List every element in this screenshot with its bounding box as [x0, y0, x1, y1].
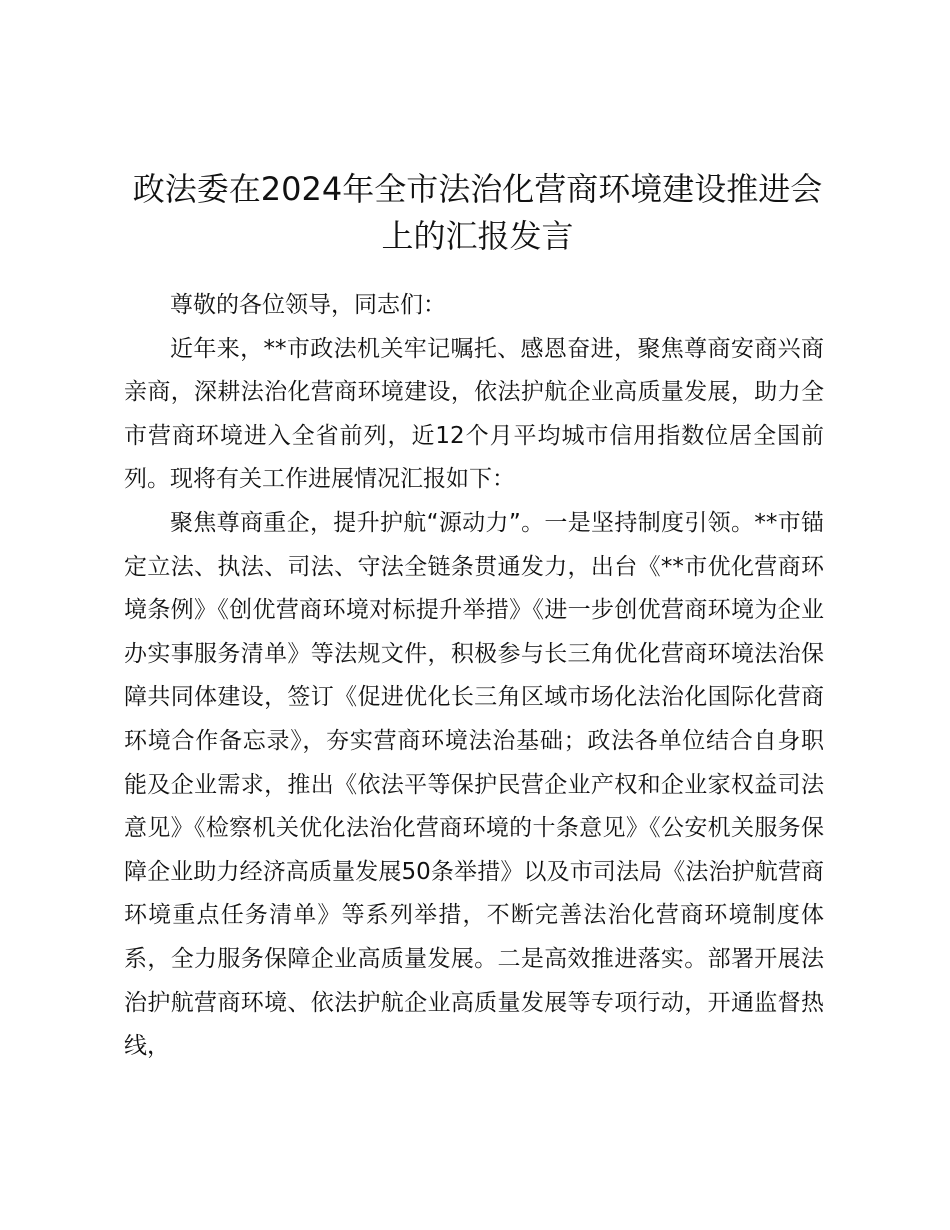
body-paragraph-2: 聚焦尊商重企，提升护航“源动力”。一是坚持制度引领。**市锚定立法、执法、司法、守法全链条贯通发力，出台《**市优化营商环境条例》《创优营商环境对标提升举措》《进一步创优营商环境为企业办实事服务清单》等法规文件，积极参与长三角优化营商环境法治保障共同体建设，签订《促进优化长三角区域市场化法治化国际化营商环境合作备忘录》，夯实营商环境法治基础；政法各单位结合自身职能及企业需求，推出《依法平等保护民营企业产权和企业家权益司法意见》《检察机关优化法治化营商环境的十条意见》《公安机关服务保障企业助力经济高质量发展50条举措》以及市司法局《法治护航营商环境重点任务清单》等系列举措，不断完善法治化营商环境制度体系，全力服务保障企业高质量发展。二是高效推进落实。部署开展法治护航营商环境、依法护航企业高质量发展等专项行动，开通监督热线，: [124, 509, 824, 1060]
document-title: 政法委在2024年全市法治化营商环境建设推进会上的汇报发言: [132, 170, 823, 255]
salutation: 尊敬的各位领导，同志们：: [170, 292, 446, 318]
document-body: [124, 284, 824, 1069]
body-paragraph-1: 近年来，**市政法机关牢记嘱托、感恩奋进，聚焦尊商安商兴商亲商，深耕法治化营商环境建设，依法护航企业高质量发展，助力全市营商环境进入全省前列，近12个月平均城市信用指数位居全国前列。现将有关工作进展情况汇报如下：: [124, 335, 824, 493]
